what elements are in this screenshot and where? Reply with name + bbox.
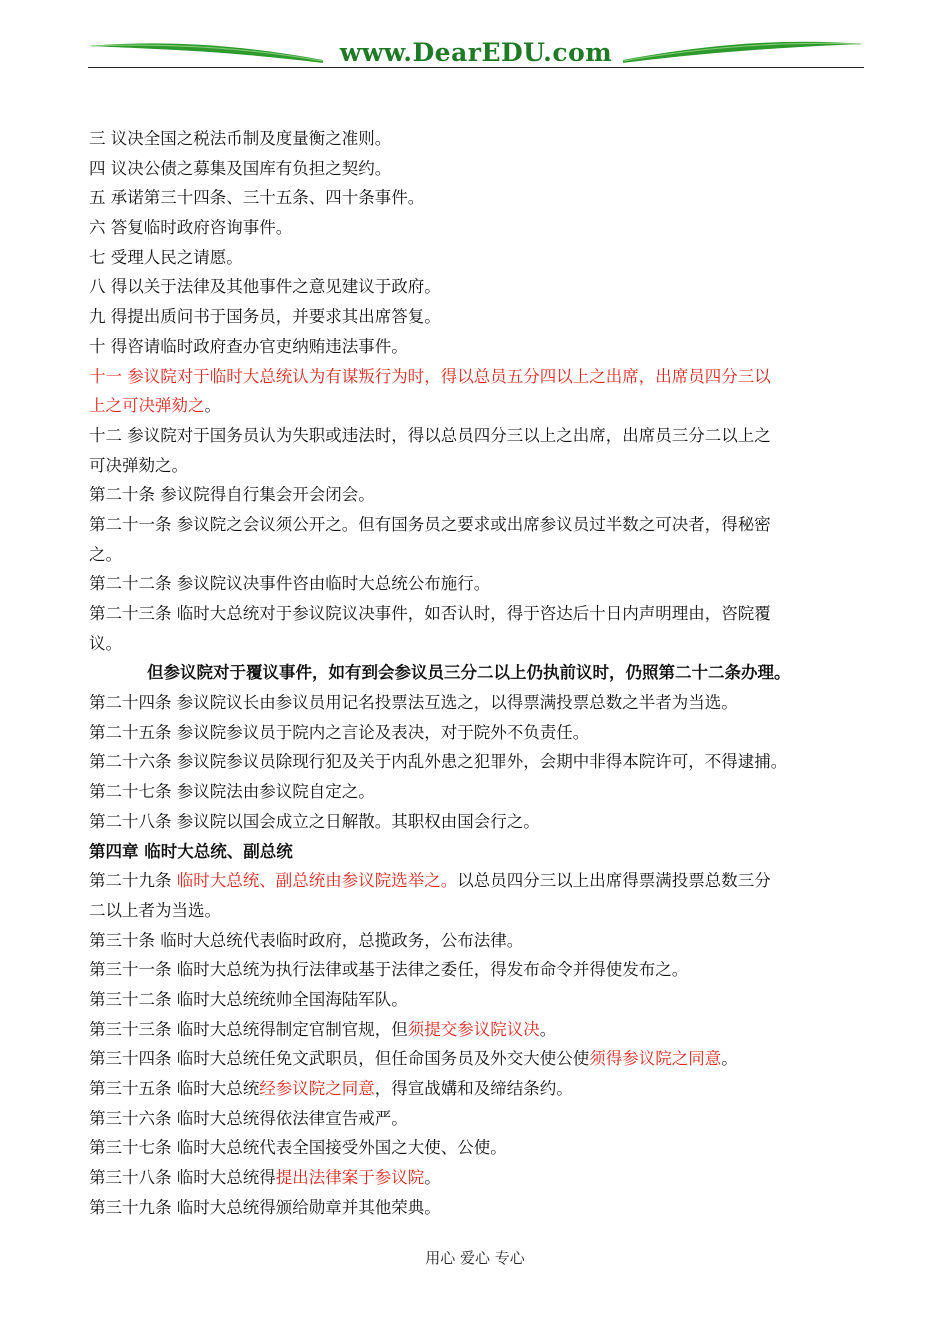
- document-body: [89, 124, 869, 1222]
- site-logo-text[interactable]: www.DearEDU.com: [339, 38, 613, 67]
- text-run: 第三十五条 临时大总统: [89, 1079, 260, 1098]
- text-run: 第三十三条 临时大总统得制定官制官规，但: [89, 1019, 408, 1039]
- text-run: 第二十四条 参议院议长由参议员用记名投票法互选之，以得票满投票总数之半者为当选。: [89, 693, 738, 713]
- header-divider: [88, 67, 864, 68]
- text-line: [89, 302, 869, 332]
- text-line: [89, 1163, 869, 1193]
- text-run: 。: [204, 396, 221, 416]
- text-run: 议。: [89, 633, 122, 653]
- text-line: [89, 629, 869, 659]
- text-run: 第二十六条 参议院参议员除现行犯及关于内乱外患之犯罪外，会期中非得本院许可，不得逮捕。: [89, 752, 788, 772]
- highlighted-text: 临时大总统、副总统由参议院选举之。: [176, 871, 458, 891]
- text-line: [89, 154, 869, 184]
- text-run: 之。: [89, 544, 122, 564]
- text-run: 可决弹劾之。: [89, 455, 188, 475]
- text-line: [89, 866, 869, 896]
- text-line: [89, 421, 869, 451]
- text-run: 第三十二条 临时大总统统帅全国海陆军队。: [89, 989, 408, 1009]
- text-line: [89, 747, 869, 777]
- text-line: [89, 183, 869, 213]
- text-run: 第三十六条 临时大总统得依法律宣告戒严。: [89, 1108, 408, 1128]
- text-run: 十二 参议院对于国务员认为失职或违法时，得以总员四分三以上之出席，出席员三分二以上之: [89, 425, 771, 445]
- text-run: 但参议院对于覆议事件，如有到会参议员三分二以上仍执前议时，仍照第二十二条办理。: [147, 663, 791, 683]
- text-run: 第二十条 参议院得自行集会开会闭会。: [89, 485, 375, 505]
- text-run: 第三十九条 临时大总统得颁给勋章并其他荣典。: [89, 1197, 441, 1217]
- text-line: [89, 1104, 869, 1134]
- text-run: ，得宣战媾和及缔结条约。: [374, 1079, 573, 1098]
- text-line: [89, 362, 869, 392]
- text-line: [89, 124, 869, 154]
- highlighted-text: 提出法律案于参议院: [275, 1168, 425, 1188]
- text-line: [89, 391, 869, 421]
- text-line: [89, 985, 869, 1015]
- text-line: [89, 896, 869, 926]
- text-run: 第二十二条 参议院议决事件咨由临时大总统公布施行。: [89, 574, 491, 594]
- text-run: 四 议决公债之募集及国库有负担之契约。: [89, 158, 392, 178]
- text-run: 以总员四分三以上出席得票满投票总数三分: [457, 871, 771, 891]
- text-line: [89, 510, 869, 540]
- text-line: [89, 837, 869, 867]
- page-footer: 用心 爱心 专心: [425, 1249, 525, 1267]
- highlighted-text: 须提交参议院议决: [407, 1019, 540, 1039]
- text-line: [89, 807, 869, 837]
- text-run: 十 得咨请临时政府查办官吏纳贿违法事件。: [89, 336, 408, 356]
- text-run: 三 议决全国之税法币制及度量衡之准则。: [89, 129, 392, 148]
- text-line: [89, 718, 869, 748]
- text-run: 六 答复临时政府咨询事件。: [89, 218, 293, 238]
- text-run: 五 承诺第三十四条、三十五条、四十条事件。: [89, 188, 425, 208]
- text-run: 七 受理人民之请愿。: [89, 247, 243, 267]
- text-run: 第二十八条 参议院以国会成立之日解散。其职权由国会行之。: [89, 811, 540, 831]
- highlighted-text: 十一 参议院对于临时大总统认为有谋叛行为时，得以总员五分四以上之出席，出席员四分三以: [89, 366, 771, 386]
- text-run: 第三十四条 临时大总统任免文武职员，但任命国务员及外交大使公使: [89, 1049, 590, 1069]
- text-line: [89, 243, 869, 273]
- text-run: 第三十条 临时大总统代表临时政府，总揽政务，公布法律。: [89, 930, 524, 950]
- text-line: [89, 1074, 869, 1104]
- text-run: 八 得以关于法律及其他事件之意见建议于政府。: [89, 277, 441, 297]
- text-run: 第二十七条 参议院法由参议院自定之。: [89, 782, 375, 802]
- text-line: [89, 213, 869, 243]
- text-run: 第二十九条: [89, 871, 177, 891]
- text-run: 第二十一条 参议院之会议须公开之。但有国务员之要求或出席参议员过半数之可决者，得秘密: [89, 514, 771, 534]
- text-run: 。: [721, 1049, 738, 1069]
- text-line: [89, 451, 869, 481]
- text-run: 。: [539, 1019, 557, 1039]
- text-run: 第二十五条 参议院参议员于院内之言论及表决，对于院外不负责任。: [89, 722, 590, 742]
- text-line: [89, 569, 869, 599]
- text-line: [89, 1044, 869, 1074]
- text-line: [89, 955, 869, 985]
- site-header-logo: [88, 30, 864, 70]
- highlighted-text: 上之可决弹劾之: [89, 396, 205, 416]
- text-run: 。: [424, 1168, 441, 1188]
- text-run: 第三十八条 临时大总统得: [89, 1168, 276, 1188]
- text-line: [89, 688, 869, 718]
- highlighted-text: 经参议院之同意: [259, 1079, 375, 1098]
- text-run: 第二十三条 临时大总统对于参议院议决事件，如否认时，得于咨达后十日内声明理由，咨院覆: [89, 604, 771, 623]
- text-line: [89, 1015, 869, 1045]
- text-line: [89, 599, 869, 629]
- text-line: [89, 1133, 869, 1163]
- text-run: 二以上者为当选。: [89, 900, 221, 920]
- text-run: 第三十一条 临时大总统为执行法律或基于法律之委任，得发布命令并得使发布之。: [89, 960, 689, 980]
- text-line: [89, 926, 869, 956]
- text-run: 九 得提出质问书于国务员，并要求其出席答复。: [89, 307, 441, 327]
- text-line: [89, 1193, 869, 1223]
- text-run: 第三十七条 临时大总统代表全国接受外国之大使、公使。: [89, 1138, 507, 1158]
- text-line: [89, 658, 869, 688]
- highlighted-text: 须得参议院之同意: [589, 1049, 722, 1069]
- text-line: [89, 777, 869, 807]
- text-line: [89, 480, 869, 510]
- text-line: [89, 540, 869, 570]
- text-run: 第四章 临时大总统、副总统: [89, 841, 293, 861]
- text-line: [89, 272, 869, 302]
- text-line: [89, 332, 869, 362]
